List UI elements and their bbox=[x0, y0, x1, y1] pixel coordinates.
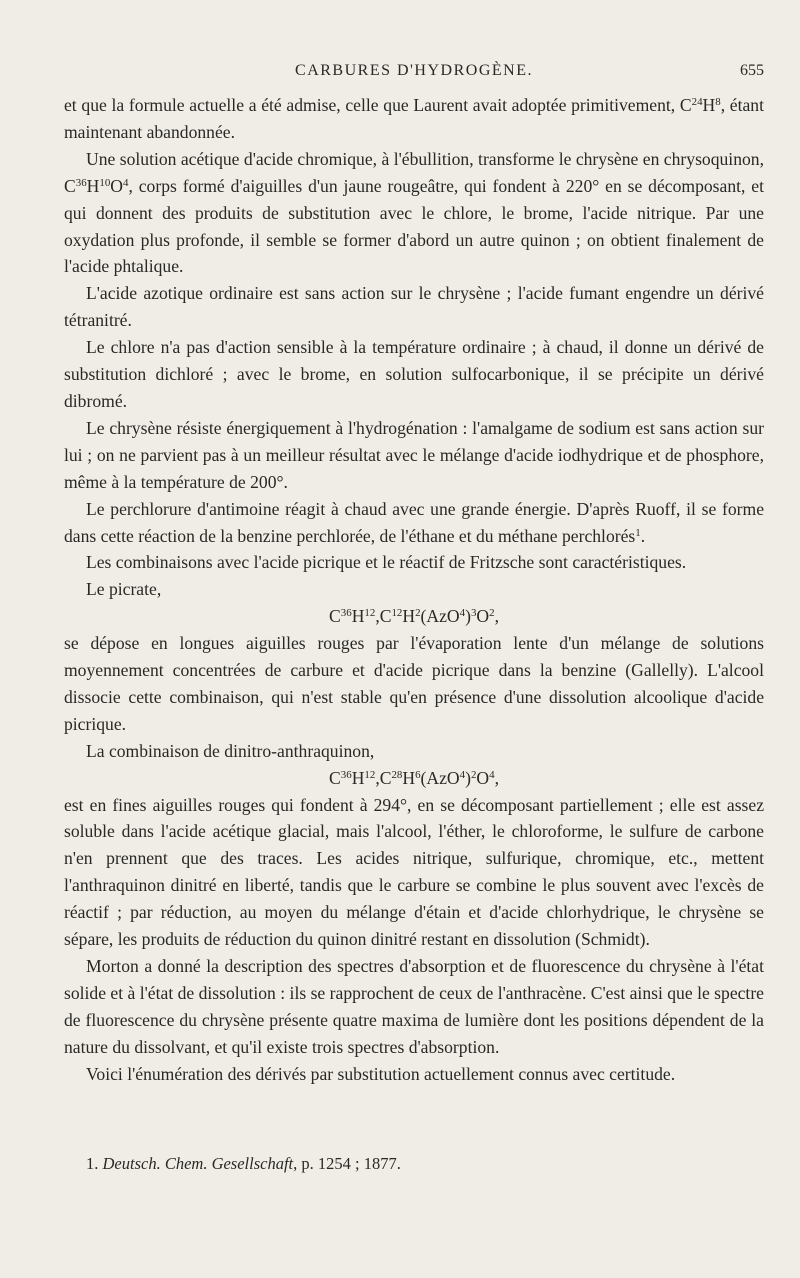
page-header bbox=[64, 60, 764, 88]
paragraph: Une solution acétique d'acide chromique, à l'ébullition, transforme le chrysène en chrysoquinon, $C^{36}H^{10}O^4$, corps formé d'aiguilles d'un jaune rougeâtre, qui fondent à 220° en se décomposant, et qui donnent des produits de substitution avec le chlore, le brome, l'acide nitrique. Par une oxydation plus profonde, il semble se former d'abord un autre quinon ; on obtient finalement de l'acide phtalique. bbox=[64, 148, 764, 277]
paragraph: L'acide azotique ordinaire est sans action sur le chrysène ; l'acide fumant engendre un dérivé tétranitré. bbox=[64, 283, 764, 331]
footnote-number: 1. bbox=[86, 1154, 99, 1173]
paragraph: et que la formule actuelle a été admise, celle que Laurent avait adoptée primitivement, $C^{24}H^8$, étant maintenant abandonnée. bbox=[64, 95, 764, 142]
paragraph: Le picrate, bbox=[86, 579, 162, 600]
paragraph: Les combinaisons avec l'acide picrique et le réactif de Fritzsche sont caractéristiques. bbox=[86, 552, 687, 573]
footnote bbox=[64, 1153, 764, 1175]
paragraph: Voici l'énumération des dérivés par substitution actuellement connus avec certitude. bbox=[86, 1063, 676, 1084]
footnote-marker: 1 bbox=[635, 526, 641, 539]
formula-dinitroanthraquinon: $C^{36}H^{12},C^{28}H^6(AzO^4)^2O^4$, bbox=[329, 767, 499, 788]
paragraph: Le chrysène résiste énergiquement à l'hydrogénation : l'amalgame de sodium est sans action sur lui ; on ne parvient pas à un meilleur résultat avec le mélange d'acide iodhydrique et de phosphore, même à la température de 200°. bbox=[64, 417, 764, 492]
formula-picrate: $C^{36}H^{12},C^{12}H^2(AzO^4)^3O^2$, bbox=[329, 606, 499, 627]
paragraph: Le chlore n'a pas d'action sensible à la température ordinaire ; à chaud, il donne un dérivé de substitution dichloré ; avec le brome, en solution sulfocarbonique, il se précipite un dérivé dibromé. bbox=[64, 337, 764, 411]
paragraph: Morton a donné la description des spectres d'absorption et de fluorescence du chrysène à l'état solide et à l'état de dissolution : ils se rapprochent de ceux de l'anthracène. C'est ainsi que le spectre de fluorescence du chrysène présente quatre maxima de lumière dont les positions dépendent de la nature du dissolvant, et qu'il existe trois spectres d'absorption. bbox=[64, 956, 764, 1057]
paragraph: se dépose en longues aiguilles rouges par l'évaporation lente d'un mélange de solutions moyennement concentrées de carbure et d'acide picrique dans la benzine (Gallelly). L'alcool dissocie cette combinaison, qui n'est stable qu'en présence d'une dissolution alcoolique d'acide picrique. bbox=[64, 633, 764, 734]
paragraph: est en fines aiguilles rouges qui fondent à 294°, en se décomposant partiellement ; elle est assez soluble dans l'acide acétique glacial, mais l'alcool, l'éther, le chloroforme, le sulfure de carbone n'en prennent que des traces. Les acides nitrique, sulfurique, chromique, etc., mettent l'anthraquinon dinitré en liberté, tandis que le carbure se combine le plus souvent avec l'excès de réactif ; par réduction, au moyen du mélange d'étain et d'acide chlorhydrique, le chrysène se sépare, les produits de réduction du quinon dinitré restant en dissolution (Schmidt). bbox=[64, 794, 764, 950]
paragraph: La combinaison de dinitro-anthraquinon, bbox=[86, 740, 375, 761]
body-text bbox=[64, 92, 764, 1088]
running-title: CARBURES D'HYDROGÈNE. bbox=[295, 62, 533, 79]
page-number: 655 bbox=[740, 62, 764, 79]
paragraph: Le perchlorure d'antimoine réagit à chaud avec une grande énergie. D'après Ruoff, il se forme dans cette réaction de la benzine perchlorée, de l'éthane et du méthane perchlorés$^1$. bbox=[64, 498, 764, 546]
footnote-reference: , p. 1254 ; 1877. bbox=[293, 1154, 401, 1173]
footnote-journal: Deutsch. Chem. Gesellschaft bbox=[102, 1154, 294, 1173]
